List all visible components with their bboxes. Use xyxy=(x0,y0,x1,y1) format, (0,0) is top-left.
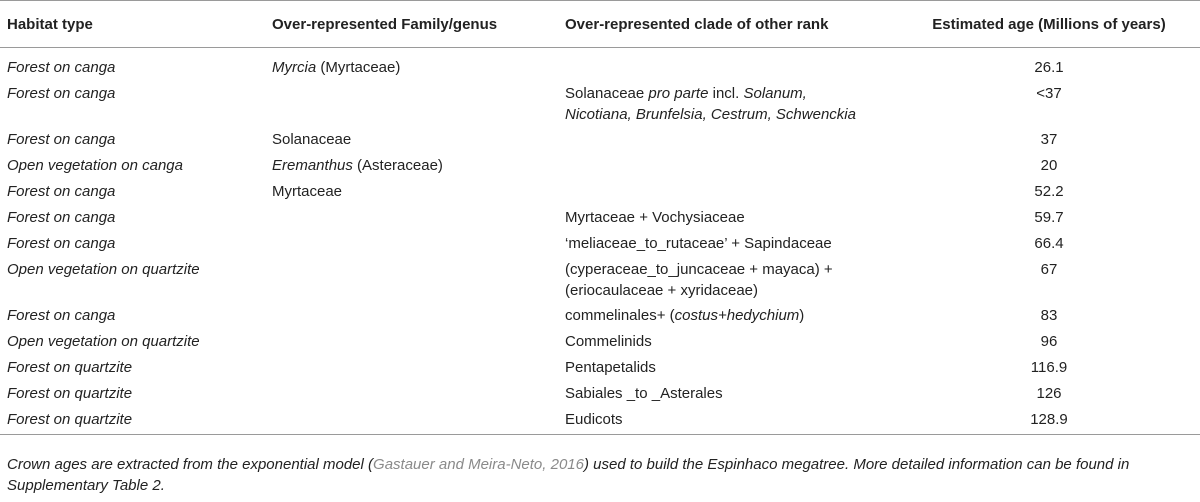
age-cell: 116.9 xyxy=(1030,358,1068,376)
clade-cell xyxy=(558,151,898,177)
clade-cell: Eudicots xyxy=(558,405,898,435)
clade-cell: ‘meliaceae_to_rutaceae’ + Sapindaceae xyxy=(565,234,832,252)
family-genus: Eremanthus xyxy=(272,156,353,174)
table-row xyxy=(0,151,1200,177)
family-cell xyxy=(265,203,558,229)
habitat-cell: Forest on quartzite xyxy=(0,405,265,435)
age-cell: 26.1 xyxy=(1034,59,1064,76)
age-cell: <37 xyxy=(1036,84,1062,102)
clade-cell xyxy=(558,125,898,151)
clade-text: incl. xyxy=(708,84,744,102)
clade-cell xyxy=(558,255,898,301)
table-row xyxy=(0,48,1200,79)
clade-cell: Commelinids xyxy=(565,332,652,350)
family-cell xyxy=(265,301,558,327)
table-row xyxy=(0,327,1200,353)
habitat-cell: Forest on canga xyxy=(7,182,116,200)
family-cell xyxy=(265,327,558,353)
family-cell: Solanaceae xyxy=(272,130,352,148)
age-cell: 20 xyxy=(1040,156,1058,174)
citation-link[interactable]: Gastauer and Meira-Neto, 2016 xyxy=(373,456,584,473)
table-row xyxy=(0,177,1200,203)
age-cell: 67 xyxy=(1040,260,1058,278)
clade-cell: Sabiales _to _Asterales xyxy=(565,384,723,402)
age-cell: 66.4 xyxy=(1034,234,1064,252)
family-cell xyxy=(265,79,558,125)
table-footnote xyxy=(7,454,1193,496)
table-row xyxy=(0,229,1200,255)
table-row xyxy=(0,255,1200,301)
family-cell xyxy=(265,353,558,379)
clade-text: (cyperaceae_to_juncaceae + mayaca) + xyxy=(565,260,833,278)
clade-cell xyxy=(558,79,898,125)
family-cell xyxy=(265,229,558,255)
age-cell: 59.7 xyxy=(1034,208,1064,226)
clade-text: Solanaceae xyxy=(565,84,649,102)
table-row xyxy=(0,353,1200,379)
clade-text: Solanum, xyxy=(743,84,807,102)
habitat-cell: Forest on quartzite xyxy=(7,384,133,402)
habitat-cell: Forest on canga xyxy=(7,59,116,76)
family-name: (Asteraceae) xyxy=(352,156,443,174)
table-row xyxy=(0,203,1200,229)
habitat-cell: Forest on quartzite xyxy=(7,358,133,376)
habitat-cell: Open vegetation on canga xyxy=(7,156,183,174)
habitat-cell: Forest on canga xyxy=(7,234,116,252)
header-clade: Over-represented clade of other rank xyxy=(558,1,898,48)
age-cell: 83 xyxy=(1040,306,1058,324)
clade-cell xyxy=(558,48,898,79)
clade-cell: Pentapetalids xyxy=(565,358,656,376)
clade-text: commelinales+ ( xyxy=(565,306,675,324)
clade-text: pro parte xyxy=(648,84,709,102)
table-row xyxy=(0,301,1200,327)
age-cell: 96 xyxy=(1040,332,1058,350)
clade-text: (eriocaulaceae + xyridaceae) xyxy=(565,281,759,299)
habitat-cell: Forest on canga xyxy=(7,130,116,148)
table-row xyxy=(0,125,1200,151)
clade-cell xyxy=(558,301,898,327)
table-row xyxy=(0,79,1200,125)
table-row xyxy=(0,405,1200,435)
family-genus: Myrcia xyxy=(272,59,317,76)
family-cell xyxy=(265,151,558,177)
habitat-cell: Forest on canga xyxy=(7,306,116,324)
family-cell: Myrtaceae xyxy=(272,182,343,200)
age-cell: 128.9 xyxy=(898,405,1200,435)
clade-text: ) xyxy=(799,306,805,324)
table-row xyxy=(0,379,1200,405)
habitat-cell: Forest on canga xyxy=(7,208,116,226)
clade-text: Nicotiana, Brunfelsia, Cestrum, Schwenckia xyxy=(565,105,856,123)
age-cell: 52.2 xyxy=(1034,182,1064,200)
family-name: (Myrtaceae) xyxy=(316,59,401,76)
habitat-cell: Forest on canga xyxy=(7,84,116,102)
family-cell xyxy=(265,255,558,301)
header-family: Over-represented Family/genus xyxy=(265,1,558,48)
habitat-cell: Open vegetation on quartzite xyxy=(7,260,200,278)
header-row xyxy=(0,1,1200,48)
footnote-text: Crown ages are extracted from the exponential model ( xyxy=(7,456,374,473)
age-cell: 126 xyxy=(1036,384,1062,402)
clade-text: costus+hedychium xyxy=(674,306,800,324)
age-cell: 37 xyxy=(1040,130,1058,148)
family-cell xyxy=(265,379,558,405)
header-age: Estimated age (Millions of years) xyxy=(898,1,1200,48)
footnote-text: ) used to build the Espinhaco megatree. More detailed information can be found in Supplementary Table 2. xyxy=(7,456,1130,494)
habitat-cell: Open vegetation on quartzite xyxy=(7,332,200,350)
family-cell xyxy=(265,48,558,79)
clade-cell xyxy=(558,177,898,203)
family-cell xyxy=(265,405,558,435)
clade-cell: Myrtaceae + Vochysiaceae xyxy=(565,208,745,226)
header-habitat: Habitat type xyxy=(0,1,265,48)
